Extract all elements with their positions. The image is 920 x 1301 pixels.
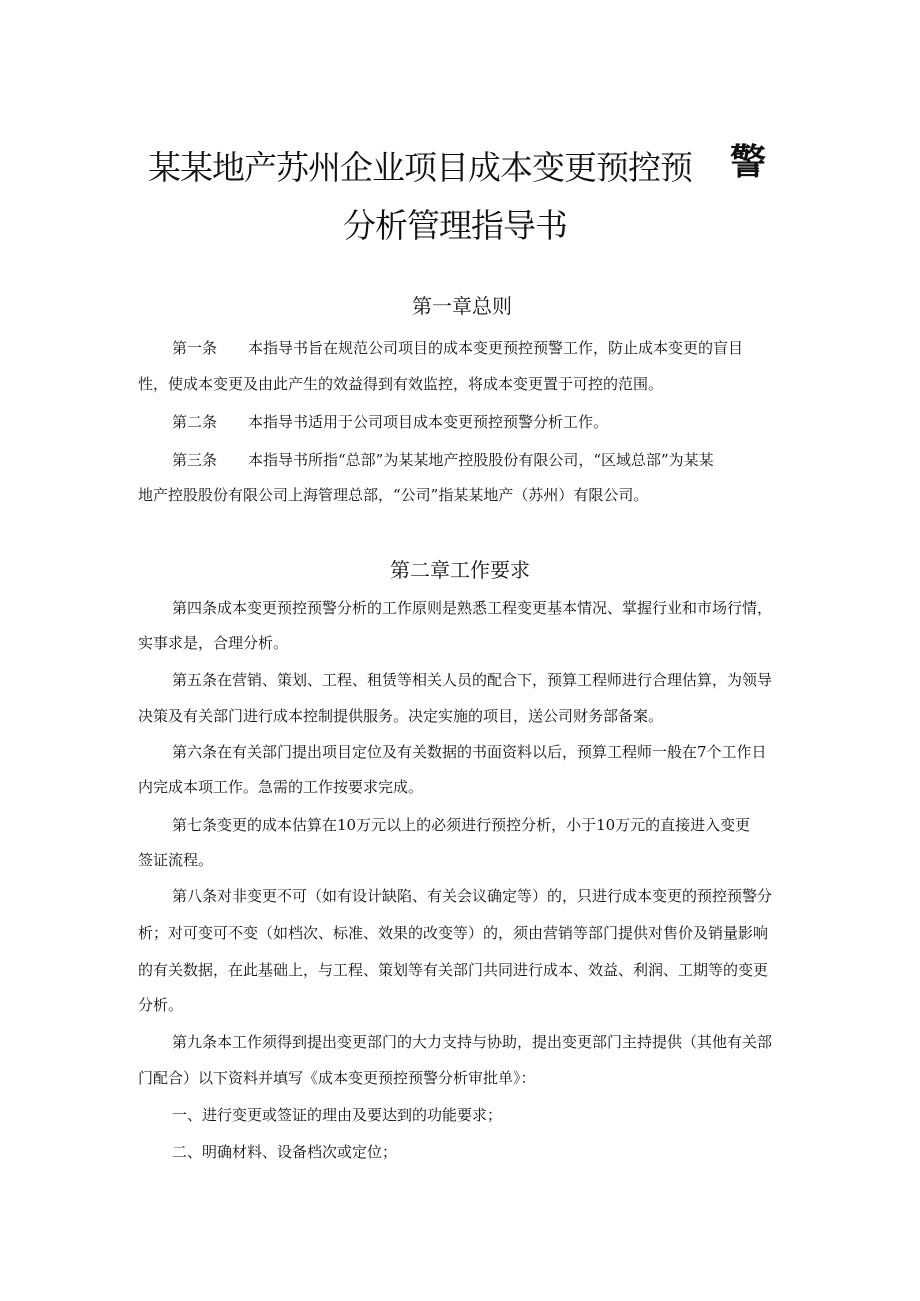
article8-line1: 第八条对非变更不可（如有设计缺陷、有关会议确定等）的，只进行成本变更的预控预警分 [172, 887, 773, 905]
article2-text: 本指导书适用于公司项目成本变更预控预警分析工作。 [248, 413, 609, 431]
article4-line2: 实事求是，合理分析。 [138, 634, 289, 652]
article5-line1: 第五条在营销、策划、工程、租赁等相关人员的配合下，预算工程师进行合理估算，为领导 [172, 671, 773, 689]
article1-label: 第一条 [172, 339, 218, 357]
article3-label: 第三条 [172, 451, 218, 469]
article4-line1: 第四条成本变更预控预警分析的工作原则是熟悉工程变更基本情况、掌握行业和市场行情， [172, 599, 773, 617]
article6-line1: 第六条在有关部门提出项目定位及有关数据的书面资料以后，预算工程师一般在7个工作日 [172, 743, 767, 761]
article1-text: 本指导书旨在规范公司项目的成本变更预控预警工作，防止成本变更的盲目 [248, 339, 744, 357]
article2-label: 第二条 [172, 413, 218, 431]
article2-line [172, 412, 608, 432]
list-item-2: 二、明确材料、设备档次或定位； [172, 1143, 398, 1161]
article3-text: 本指导书所指“总部”为某某地产控股股份有限公司，“区域总部”为某某 [248, 451, 714, 469]
article1-line2: 性，使成本变更及由此产生的效益得到有效监控，将成本变更置于可控的范围。 [138, 375, 664, 393]
document-title-line2: 分析管理指导书 [343, 206, 567, 245]
article5-line2: 决策及有关部门进行成本控制提供服务。决定实施的项目，送公司财务部备案。 [138, 707, 664, 725]
article3-line1 [172, 450, 714, 470]
article8-line3: 的有关数据，在此基础上，与工程、策划等有关部门共同进行成本、效益、利润、工期等的变更 [138, 961, 769, 979]
article1-line1 [172, 338, 743, 358]
chapter1-heading: 第一章总则 [412, 294, 512, 318]
chapter2-heading: 第二章工作要求 [390, 558, 530, 582]
article6-line2: 内完成本项工作。急需的工作按要求完成。 [138, 778, 424, 796]
document-title-line1: 某某地产苏州企业项目成本变更预控预 [148, 148, 692, 187]
article9-line2: 门配合）以下资料并填写《成本变更预控预警分析审批单》： [138, 1069, 536, 1087]
article9-line1: 第九条本工作须得到提出变更部门的大力支持与协助，提出变更部门主持提供（其他有关部 [172, 1033, 773, 1051]
article8-line4: 分析。 [138, 996, 184, 1014]
article7-line2: 签证流程。 [138, 851, 214, 869]
article8-line2: 析；对可变可不变（如档次、标准、效果的改变等）的，须由营销等部门提供对售价及销量影响 [138, 924, 769, 942]
list-item-1: 一、进行变更或签证的理由及要达到的功能要求； [172, 1106, 503, 1124]
article3-line2: 地产控股股份有限公司上海管理总部，“公司”指某某地产（苏州）有限公司。 [138, 486, 649, 504]
article7-line1: 第七条变更的成本估算在10万元以上的必须进行预控分析，小于10万元的直接进入变更 [172, 816, 751, 834]
document-title-char: 警 [730, 142, 766, 183]
